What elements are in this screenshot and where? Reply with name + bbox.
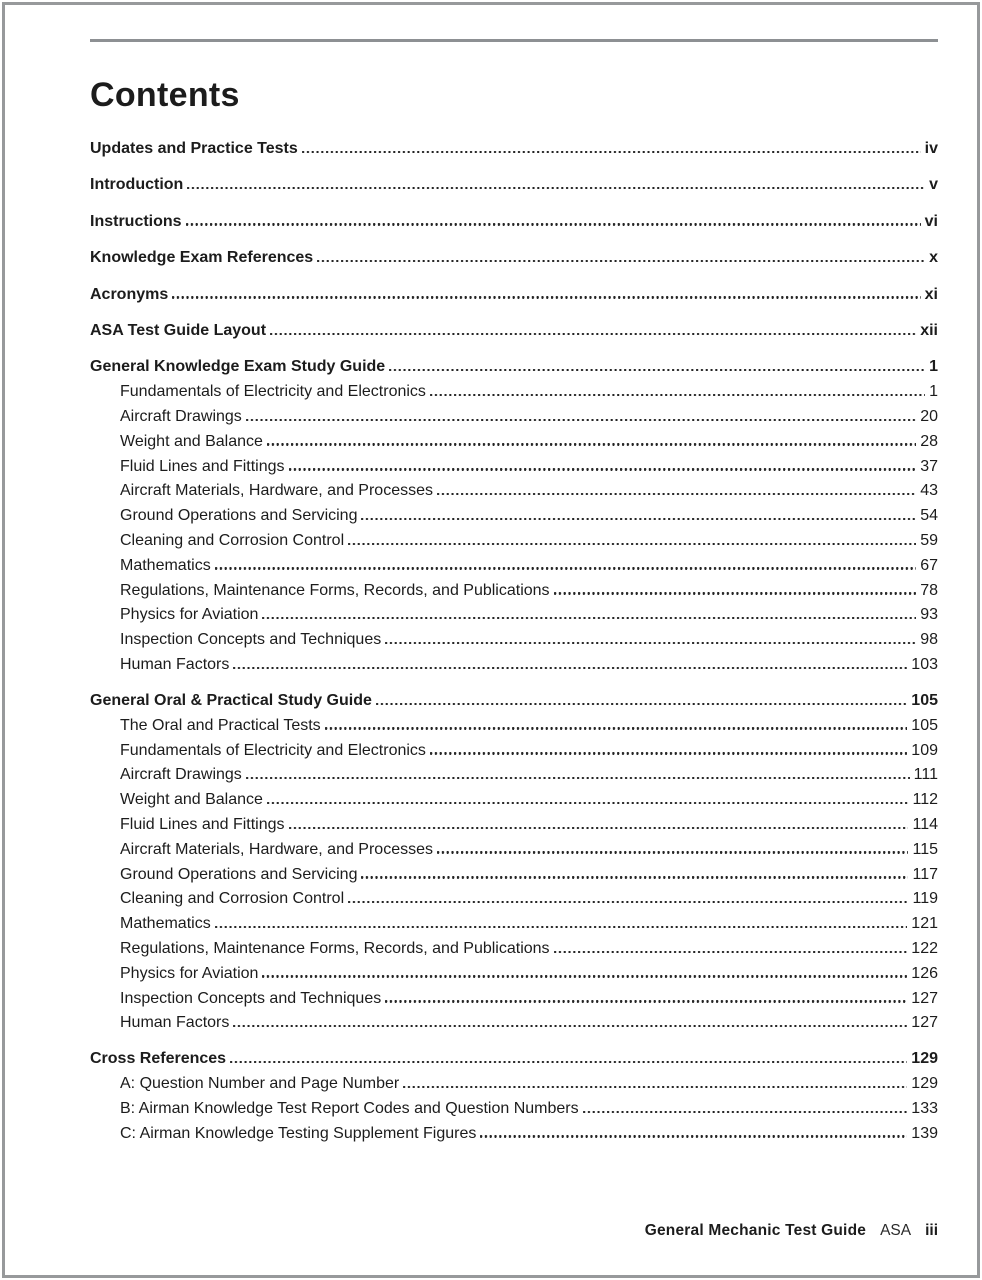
toc-entry-label: Mathematics: [120, 915, 211, 933]
dot-leader: [437, 851, 908, 853]
toc-entry-page: 105: [911, 691, 938, 709]
toc-entry: [90, 790, 938, 811]
dot-leader: [187, 187, 925, 189]
toc-entry-label: Weight and Balance: [120, 432, 263, 450]
toc-entry-label: Human Factors: [120, 656, 230, 673]
dot-leader: [317, 260, 925, 262]
toc-entry-page: vi: [924, 212, 938, 230]
toc-entry-label: Fluid Lines and Fittings: [120, 457, 285, 475]
toc-entry: [90, 1013, 938, 1034]
toc-entry: [90, 432, 938, 453]
dot-leader: [215, 567, 917, 569]
page-footer: [645, 1222, 938, 1240]
dot-leader: [361, 518, 916, 520]
toc-entry-page: 78: [920, 581, 938, 599]
toc-entry-page: 117: [912, 865, 938, 883]
toc-entry-label: General Knowledge Exam Study Guide: [90, 358, 386, 376]
page-title: Contents: [90, 76, 240, 114]
dot-leader: [348, 543, 916, 545]
toc-entry: [90, 407, 938, 428]
toc-entry: [90, 481, 938, 502]
footer-book-title: General Mechanic Test Guide: [644, 1222, 867, 1239]
toc-entry-label: General Oral & Practical Study Guide: [90, 691, 372, 709]
toc-entry: [90, 1049, 938, 1070]
toc-entry: [90, 285, 938, 306]
toc-entry-page: 114: [912, 815, 938, 833]
dot-leader: [376, 703, 907, 705]
toc-entry-label: Aircraft Drawings: [120, 766, 242, 784]
toc-entry: [90, 655, 938, 676]
dot-leader: [267, 443, 916, 445]
toc-entry: [90, 914, 938, 935]
table-of-contents: [90, 139, 938, 1144]
toc-entry: [90, 457, 938, 478]
toc-entry-label: Mathematics: [120, 556, 211, 574]
toc-entry-label: Regulations, Maintenance Forms, Records, and Publications: [120, 939, 550, 957]
toc-entry-page: xii: [920, 322, 938, 340]
toc-entry: [90, 815, 938, 836]
toc-entry-page: 119: [912, 890, 938, 908]
toc-entry-page: 105: [911, 716, 938, 734]
dot-leader: [186, 223, 921, 225]
toc-entry-label: Ground Operations and Servicing: [120, 865, 358, 883]
toc-entry-page: 67: [920, 556, 938, 574]
toc-entry: [90, 531, 938, 552]
toc-entry-page: iv: [924, 140, 938, 158]
toc-entry: [90, 382, 938, 403]
toc-entry-label: Inspection Concepts and Techniques: [120, 989, 382, 1007]
dot-leader: [302, 151, 921, 153]
toc-entry: [90, 1099, 938, 1120]
dot-leader: [403, 1086, 907, 1088]
toc-entry: [90, 765, 938, 786]
dot-leader: [233, 1025, 907, 1027]
dot-leader: [385, 1000, 907, 1002]
toc-entry-label: Physics for Aviation: [120, 964, 259, 982]
toc-entry-label: Physics for Aviation: [120, 606, 259, 624]
dot-leader: [262, 617, 916, 619]
dot-leader: [246, 777, 910, 779]
dot-leader: [430, 394, 925, 396]
toc-entry: [90, 865, 938, 886]
toc-entry-page: 112: [912, 791, 938, 809]
toc-entry-label: B: Airman Knowledge Test Report Codes and Question Numbers: [120, 1099, 579, 1117]
toc-entry-page: 59: [920, 532, 938, 550]
dot-leader: [215, 926, 908, 928]
dot-leader: [230, 1061, 907, 1063]
toc-entry: [90, 175, 938, 196]
toc-entry-label: A: Question Number and Page Number: [120, 1075, 400, 1093]
toc-entry-page: 98: [920, 631, 938, 649]
toc-entry: [90, 889, 938, 910]
dot-leader: [289, 468, 917, 470]
toc-entry-page: 122: [911, 939, 938, 957]
toc-entry-page: 126: [911, 964, 938, 982]
toc-entry-label: Aircraft Materials, Hardware, and Processes: [120, 840, 433, 858]
toc-entry-label: Introduction: [90, 176, 184, 194]
toc-entry-page: 129: [911, 1050, 938, 1068]
toc-entry-page: 111: [913, 766, 938, 784]
dot-leader: [583, 1111, 908, 1113]
toc-entry: [90, 321, 938, 342]
toc-entry: [90, 716, 938, 737]
toc-entry: [90, 840, 938, 861]
toc-entry-label: Human Factors: [120, 1014, 230, 1032]
toc-entry-page: v: [929, 176, 938, 194]
dot-leader: [246, 419, 916, 421]
toc-entry-label: Aircraft Drawings: [120, 408, 242, 426]
toc-entry-label: Inspection Concepts and Techniques: [120, 631, 382, 649]
toc-entry-page: 127: [911, 1014, 938, 1032]
toc-entry-page: 37: [920, 457, 938, 475]
toc-entry-label: Ground Operations and Servicing: [120, 507, 358, 525]
dot-leader: [480, 1135, 907, 1137]
toc-entry-page: 1: [929, 383, 938, 401]
toc-entry: [90, 1124, 938, 1145]
toc-entry: [90, 964, 938, 985]
toc-entry-page: 133: [911, 1099, 938, 1117]
toc-entry-label: Aircraft Materials, Hardware, and Processes: [120, 482, 433, 500]
dot-leader: [430, 752, 907, 754]
toc-entry-page: 103: [911, 656, 938, 673]
toc-entry-label: Cleaning and Corrosion Control: [120, 532, 345, 550]
toc-entry: [90, 741, 938, 762]
toc-entry-page: 1: [929, 358, 938, 376]
dot-leader: [554, 951, 908, 953]
toc-entry: [90, 506, 938, 527]
toc-entry: [90, 691, 938, 712]
dot-leader: [554, 592, 917, 594]
dot-leader: [270, 333, 916, 335]
toc-entry-page: 139: [911, 1124, 938, 1142]
toc-entry-label: Cross References: [90, 1050, 227, 1068]
footer-page-number: iii: [925, 1222, 938, 1239]
toc-entry-page: 127: [911, 989, 938, 1007]
toc-entry-page: 54: [920, 507, 938, 525]
footer-publisher: ASA: [880, 1222, 912, 1239]
toc-entry: [90, 556, 938, 577]
toc-entry-label: Fundamentals of Electricity and Electronics: [120, 383, 426, 401]
toc-entry-page: 28: [920, 432, 938, 450]
toc-entry-page: 93: [920, 606, 938, 624]
toc-entry-page: 43: [920, 482, 938, 500]
dot-leader: [325, 727, 908, 729]
toc-entry-label: Weight and Balance: [120, 791, 263, 809]
toc-entry: [90, 605, 938, 626]
dot-leader: [233, 667, 907, 669]
toc-entry-label: Knowledge Exam References: [90, 249, 314, 267]
toc-entry-label: C: Airman Knowledge Testing Supplement Figures: [120, 1124, 477, 1142]
toc-entry: [90, 139, 938, 160]
toc-entry-label: Fundamentals of Electricity and Electronics: [120, 741, 426, 759]
toc-entry-page: 121: [911, 915, 938, 933]
toc-entry-label: Acronyms: [90, 285, 169, 303]
toc-entry-label: ASA Test Guide Layout: [90, 322, 267, 340]
dot-leader: [348, 901, 908, 903]
toc-entry-label: Cleaning and Corrosion Control: [120, 890, 345, 908]
toc-entry-label: Instructions: [90, 212, 182, 230]
toc-entry: [90, 989, 938, 1010]
toc-entry: [90, 581, 938, 602]
toc-entry-label: Fluid Lines and Fittings: [120, 815, 285, 833]
dot-leader: [361, 876, 908, 878]
dot-leader: [389, 369, 925, 371]
toc-entry: [90, 248, 938, 269]
toc-entry-page: 115: [912, 840, 938, 858]
toc-entry-label: Regulations, Maintenance Forms, Records, and Publications: [120, 581, 550, 599]
dot-leader: [262, 975, 907, 977]
toc-entry-page: x: [929, 249, 938, 267]
toc-entry-page: xi: [924, 285, 938, 303]
toc-entry-page: 109: [911, 741, 938, 759]
toc-entry: [90, 212, 938, 233]
toc-entry-label: The Oral and Practical Tests: [120, 716, 321, 734]
toc-entry-label: Updates and Practice Tests: [90, 140, 298, 158]
dot-leader: [172, 296, 920, 298]
dot-leader: [289, 827, 909, 829]
toc-entry: [90, 357, 938, 378]
dot-leader: [437, 493, 916, 495]
toc-entry: [90, 1074, 938, 1095]
toc-entry-page: 129: [911, 1075, 938, 1093]
dot-leader: [385, 642, 916, 644]
header-rule: [90, 39, 938, 42]
toc-entry: [90, 939, 938, 960]
toc-entry: [90, 630, 938, 651]
dot-leader: [267, 802, 909, 804]
toc-entry-page: 20: [920, 408, 938, 426]
